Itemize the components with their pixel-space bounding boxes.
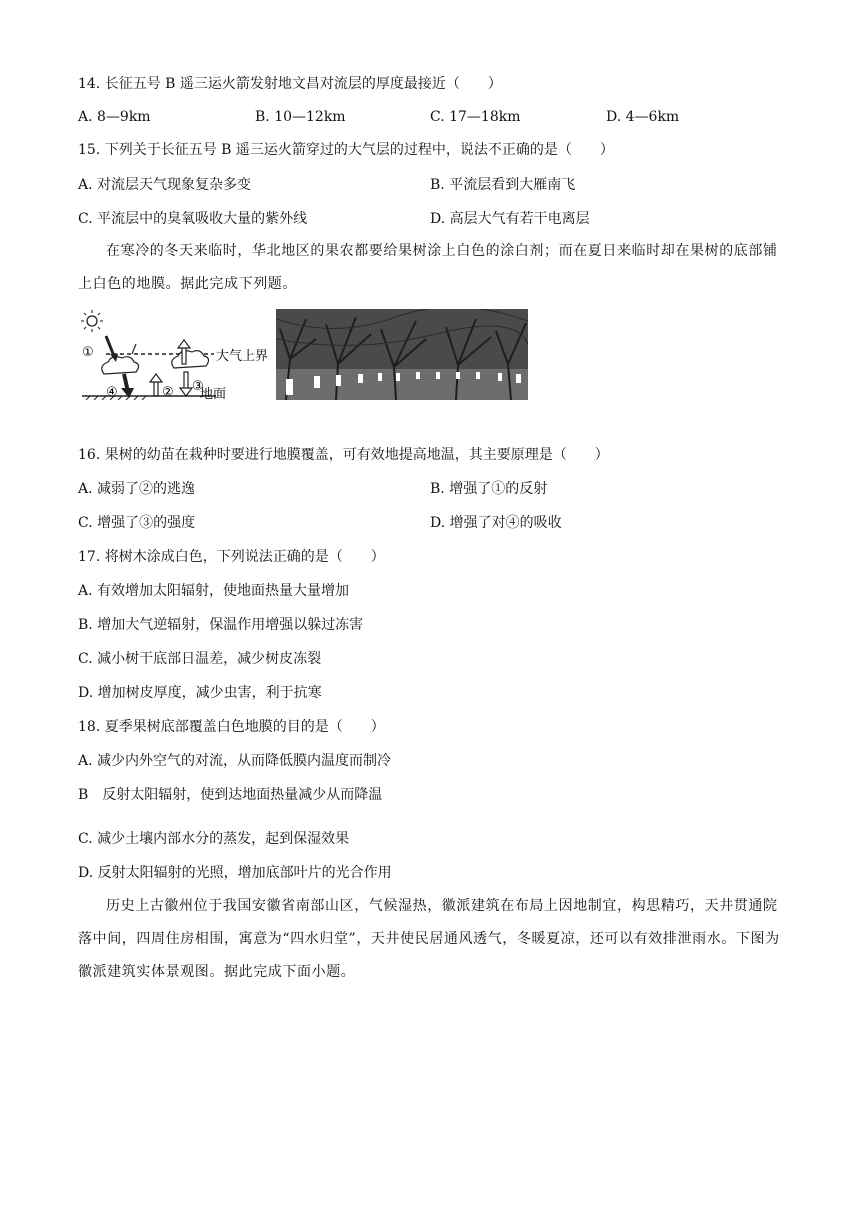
label-1: ① [82, 345, 94, 360]
q17-option-b: B. 增加大气逆辐射，保温作用增强以躲过冻害 [78, 617, 364, 633]
intro-paragraph-1: 在寒冷的冬天来临时，华北地区的果农都要给果树涂上白色的涂白剂；而在夏日来临时却在果树的底部铺上白色的地膜。据此完成下列题。 [78, 243, 778, 292]
q17-option-d: D. 增加树皮厚度，减少虫害，利于抗寒 [78, 685, 322, 701]
q18-option-d: D. 反射太阳辐射的光照，增加底部叶片的光合作用 [78, 865, 392, 881]
q15-option-d: D. 高层大气有若干电离层 [430, 211, 590, 227]
q16-option-c: C. 增强了③的强度 [78, 515, 196, 531]
arrow-3 [184, 372, 188, 390]
q18-option-b: B 反射太阳辐射，使到达地面热量减少从而降温 [78, 787, 383, 803]
label-2: ② [162, 385, 174, 400]
q14-option-d: D. 4—6km [606, 109, 680, 125]
q14-option-a: A. 8—9km [78, 109, 151, 125]
q17-option-c: C. 减小树干底部日温差，减少树皮冻裂 [78, 651, 322, 667]
intro-paragraph-2: 历史上古徽州位于我国安徽省南部山区，气候湿热，徽派建筑在布局上因地制宜，构思精巧，天井贯通院落中间，四周住房相围，寓意为“四水归堂”，天井使民居通风透气，冬暖夏凉，还可以有效排泄雨水。下图为徽派建筑实体景观图。据此完成下面小题。 [78, 898, 780, 980]
radiation-diagram-svg [76, 308, 276, 400]
cloud-right [172, 351, 209, 368]
arrow-1 [106, 336, 114, 356]
label-4: ④ [106, 385, 118, 400]
q16-option-b: B. 增强了①的反射 [430, 481, 548, 497]
cloud-left [102, 357, 139, 374]
q15-option-a: A. 对流层天气现象复杂多变 [78, 177, 252, 193]
label-ground: 地面 [200, 387, 227, 400]
label-atmosphere-top: 大气上界 [216, 349, 269, 364]
q14-stem: 14. 长征五号 B 遥三运火箭发射地文昌对流层的厚度最接近（ ） [78, 76, 502, 92]
sun-icon [81, 310, 103, 332]
q16-option-a: A. 减弱了②的逃逸 [78, 481, 196, 497]
q15-option-c: C. 平流层中的臭氧吸收大量的紫外线 [78, 211, 308, 227]
q18-option-c: C. 减少土壤内部水分的蒸发，起到保湿效果 [78, 831, 350, 847]
q18-stem: 18. 夏季果树底部覆盖白色地膜的目的是（ ） [78, 719, 385, 735]
q14-option-b: B. 10—12km [255, 109, 346, 125]
q16-option-d: D. 增强了对④的吸收 [430, 515, 562, 531]
q16-stem: 16. 果树的幼苗在栽种时要进行地膜覆盖，可有效地提高地温，其主要原理是（ ） [78, 447, 609, 463]
q14-option-c: C. 17—18km [430, 109, 521, 125]
q17-option-a: A. 有效增加太阳辐射，使地面热量大量增加 [78, 583, 350, 599]
q15-option-b: B. 平流层看到大雁南飞 [430, 177, 576, 193]
q17-stem: 17. 将树木涂成白色，下列说法正确的是（ ） [78, 549, 385, 565]
q18-option-a: A. 减少内外空气的对流，从而降低膜内温度而制冷 [78, 753, 392, 769]
q15-stem: 15. 下列关于长征五号 B 遥三运火箭穿过的大气层的过程中，说法不正确的是（ ） [78, 142, 614, 158]
orchard-photo [276, 309, 528, 400]
label-3: ③ [192, 379, 204, 394]
